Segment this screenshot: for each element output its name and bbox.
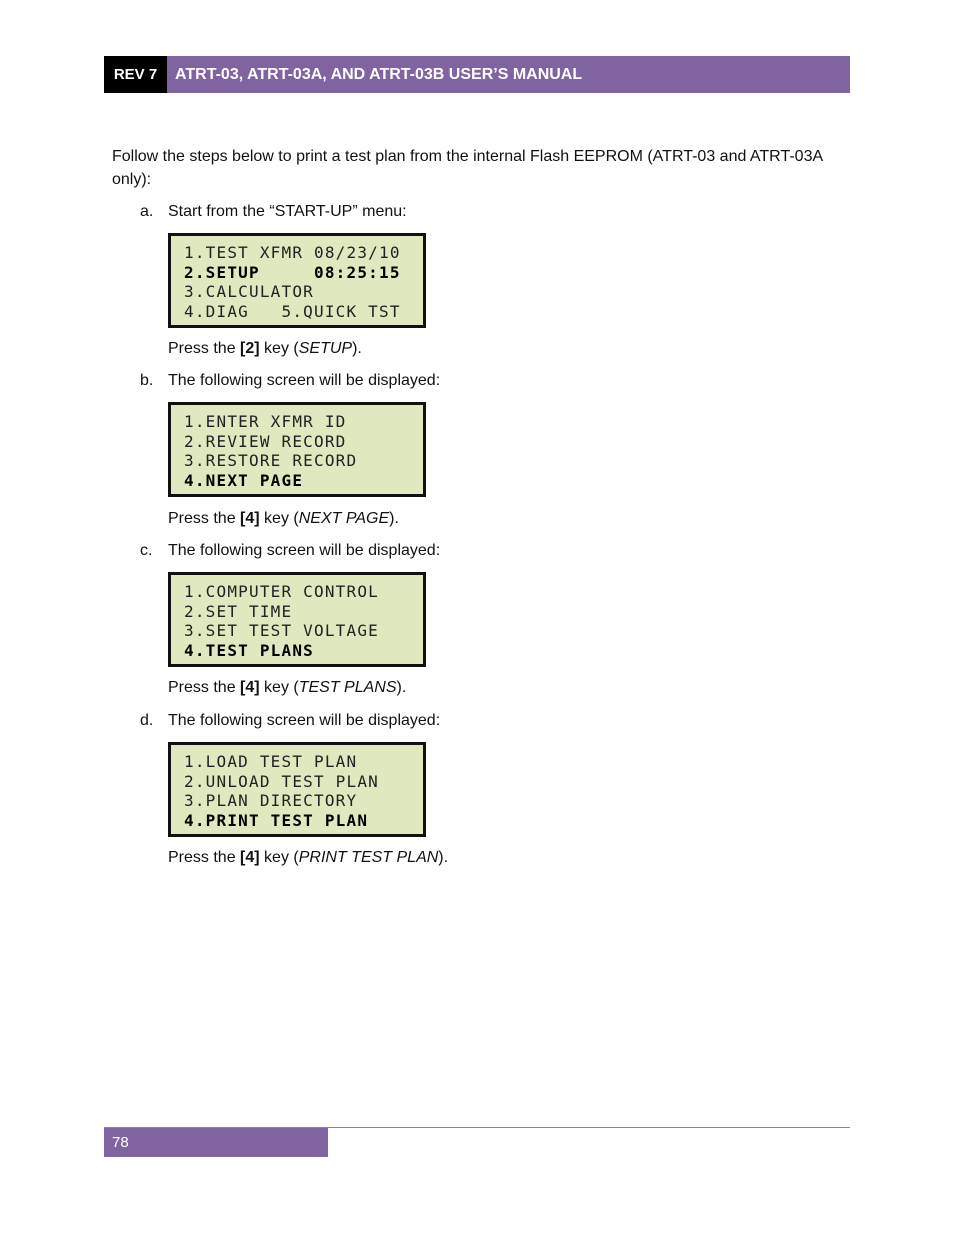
- step-letter: d.: [140, 712, 154, 729]
- press-suffix: ).: [396, 679, 407, 696]
- lcd-line-2: 2.SET TIME: [184, 602, 293, 621]
- step-text: The following screen will be displayed:: [168, 372, 441, 389]
- step-letter: c.: [140, 542, 153, 559]
- lcd-line-4: 4.DIAG 5.QUICK TST: [184, 302, 401, 321]
- lcd-line-1: 1.LOAD TEST PLAN: [184, 752, 358, 771]
- lcd-line-4: 4.PRINT TEST PLAN: [184, 811, 369, 830]
- lcd-line-3: 3.PLAN DIRECTORY: [184, 791, 358, 810]
- lcd-line-2: 2.REVIEW RECORD: [184, 432, 347, 451]
- lcd-line-1: 1.COMPUTER CONTROL: [184, 582, 379, 601]
- key-function: PRINT TEST PLAN: [298, 849, 439, 866]
- step-text: The following screen will be displayed:: [168, 712, 441, 729]
- key-label: [4]: [240, 679, 260, 696]
- press-instruction-c: [168, 677, 406, 699]
- key-function: TEST PLANS: [298, 679, 397, 696]
- press-mid: key (: [259, 340, 299, 357]
- step-letter: a.: [140, 203, 154, 220]
- press-suffix: ).: [389, 510, 399, 527]
- press-suffix: ).: [438, 849, 449, 866]
- press-mid: key (: [259, 679, 299, 696]
- press-prefix: Press the: [168, 340, 241, 357]
- press-suffix: ).: [352, 340, 362, 357]
- step-text: Start from the “START-UP” menu:: [168, 203, 407, 220]
- lcd-line-3: 3.CALCULATOR: [184, 282, 314, 301]
- press-prefix: Press the: [168, 679, 241, 696]
- step-d: [140, 710, 440, 732]
- press-mid: key (: [259, 510, 299, 527]
- key-label: [2]: [240, 340, 260, 357]
- manual-title: ATRT-03, ATRT-03A, AND ATRT-03B USER’S MANUAL: [167, 56, 850, 93]
- press-mid: key (: [259, 849, 299, 866]
- step-c: [140, 540, 440, 562]
- lcd-line-3: 3.RESTORE RECORD: [184, 451, 358, 470]
- press-instruction-d: [168, 847, 448, 869]
- step-letter: b.: [140, 372, 154, 389]
- lcd-line-1: 1.ENTER XFMR ID: [184, 412, 347, 431]
- press-prefix: Press the: [168, 510, 241, 527]
- step-a: [140, 201, 407, 223]
- revision-label: REV 7: [104, 56, 167, 93]
- lcd-line-1: 1.TEST XFMR 08/23/10: [184, 243, 401, 262]
- key-function: SETUP: [298, 340, 353, 357]
- lcd-line-4: 4.TEST PLANS: [184, 641, 314, 660]
- step-text: The following screen will be displayed:: [168, 542, 441, 559]
- key-label: [4]: [240, 849, 260, 866]
- lcd-line-2: 2.SETUP 08:25:15: [184, 263, 401, 282]
- intro-paragraph: Follow the steps below to print a test plan from the internal Flash EEPROM (ATRT-03 and ATRT-03A only):: [112, 148, 823, 188]
- lcd-screen-next-page: [168, 572, 426, 667]
- press-instruction-a: [168, 338, 362, 360]
- step-b: [140, 370, 440, 392]
- press-prefix: Press the: [168, 849, 241, 866]
- key-label: [4]: [240, 510, 260, 527]
- lcd-screen-setup: [168, 402, 426, 497]
- lcd-line-4: 4.NEXT PAGE: [184, 471, 304, 490]
- page-number: 78: [104, 1128, 328, 1157]
- lcd-screen-startup: [168, 233, 426, 328]
- lcd-screen-test-plans: [168, 742, 426, 837]
- page-header: [104, 56, 850, 93]
- lcd-line-2: 2.UNLOAD TEST PLAN: [184, 772, 379, 791]
- press-instruction-b: [168, 508, 399, 530]
- key-function: NEXT PAGE: [298, 510, 390, 527]
- lcd-line-3: 3.SET TEST VOLTAGE: [184, 621, 379, 640]
